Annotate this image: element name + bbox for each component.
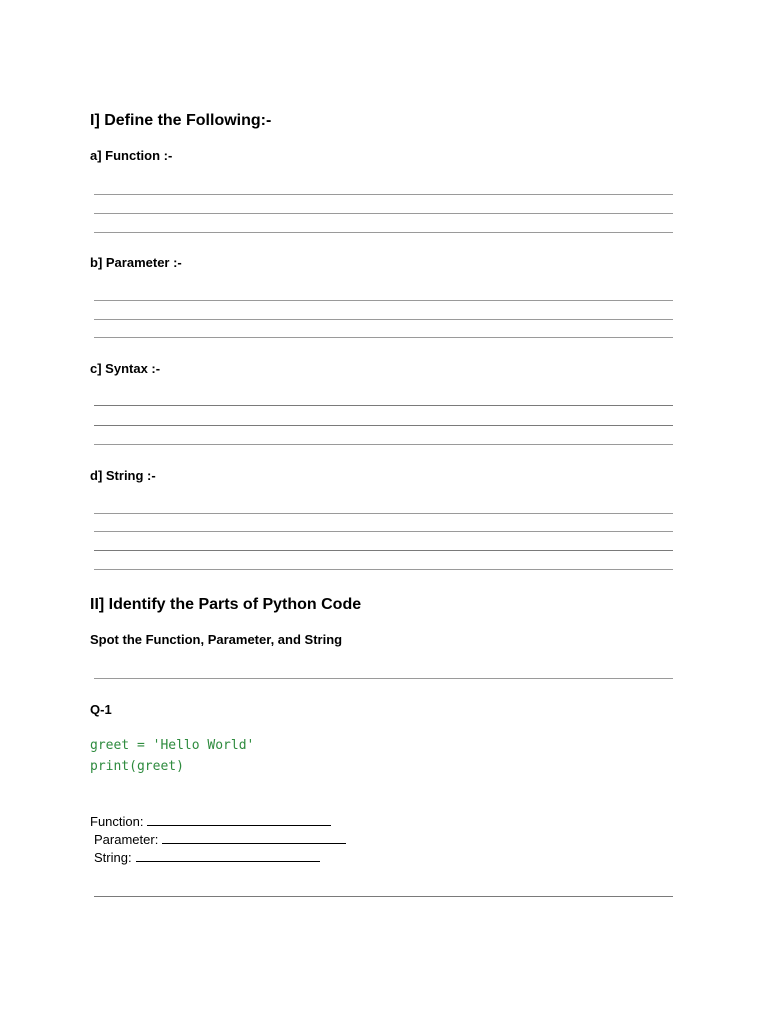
answer-line [94,213,673,214]
answer-line [94,425,673,426]
item-syntax-label: c] Syntax :- [90,361,161,376]
answer-line [94,319,673,320]
answer-function [90,813,331,831]
answer-line [94,444,673,445]
answer-function-blank [147,813,331,826]
answer-function-label: Function: [90,814,144,829]
section-2-title: II] Identify the Parts of Python Code [90,596,362,613]
answer-parameter-label: Parameter: [94,832,159,847]
answer-line [94,300,673,301]
item-parameter-label: b] Parameter :- [90,255,182,270]
item-function-label: a] Function :- [90,148,173,163]
answer-string [94,849,320,867]
code-line-2: print(greet) [90,759,184,774]
answer-line [94,569,673,570]
answer-line [94,405,673,406]
answer-string-label: String: [94,850,132,865]
answer-line [94,194,673,195]
answer-line [94,337,673,338]
item-string-label: d] String :- [90,468,156,483]
answer-line [94,550,673,551]
answer-string-blank [136,849,320,862]
answer-line [94,232,673,233]
answer-parameter [94,831,346,849]
section-divider [94,678,673,679]
section-divider [94,896,673,897]
section-2-subtitle: Spot the Function, Parameter, and String [90,632,343,647]
answer-parameter-blank [162,831,346,844]
code-line-1: greet = 'Hello World' [90,738,255,753]
section-1-title: I] Define the Following:- [90,112,272,129]
question-label: Q-1 [90,702,112,717]
answer-line [94,531,673,532]
answer-line [94,513,673,514]
